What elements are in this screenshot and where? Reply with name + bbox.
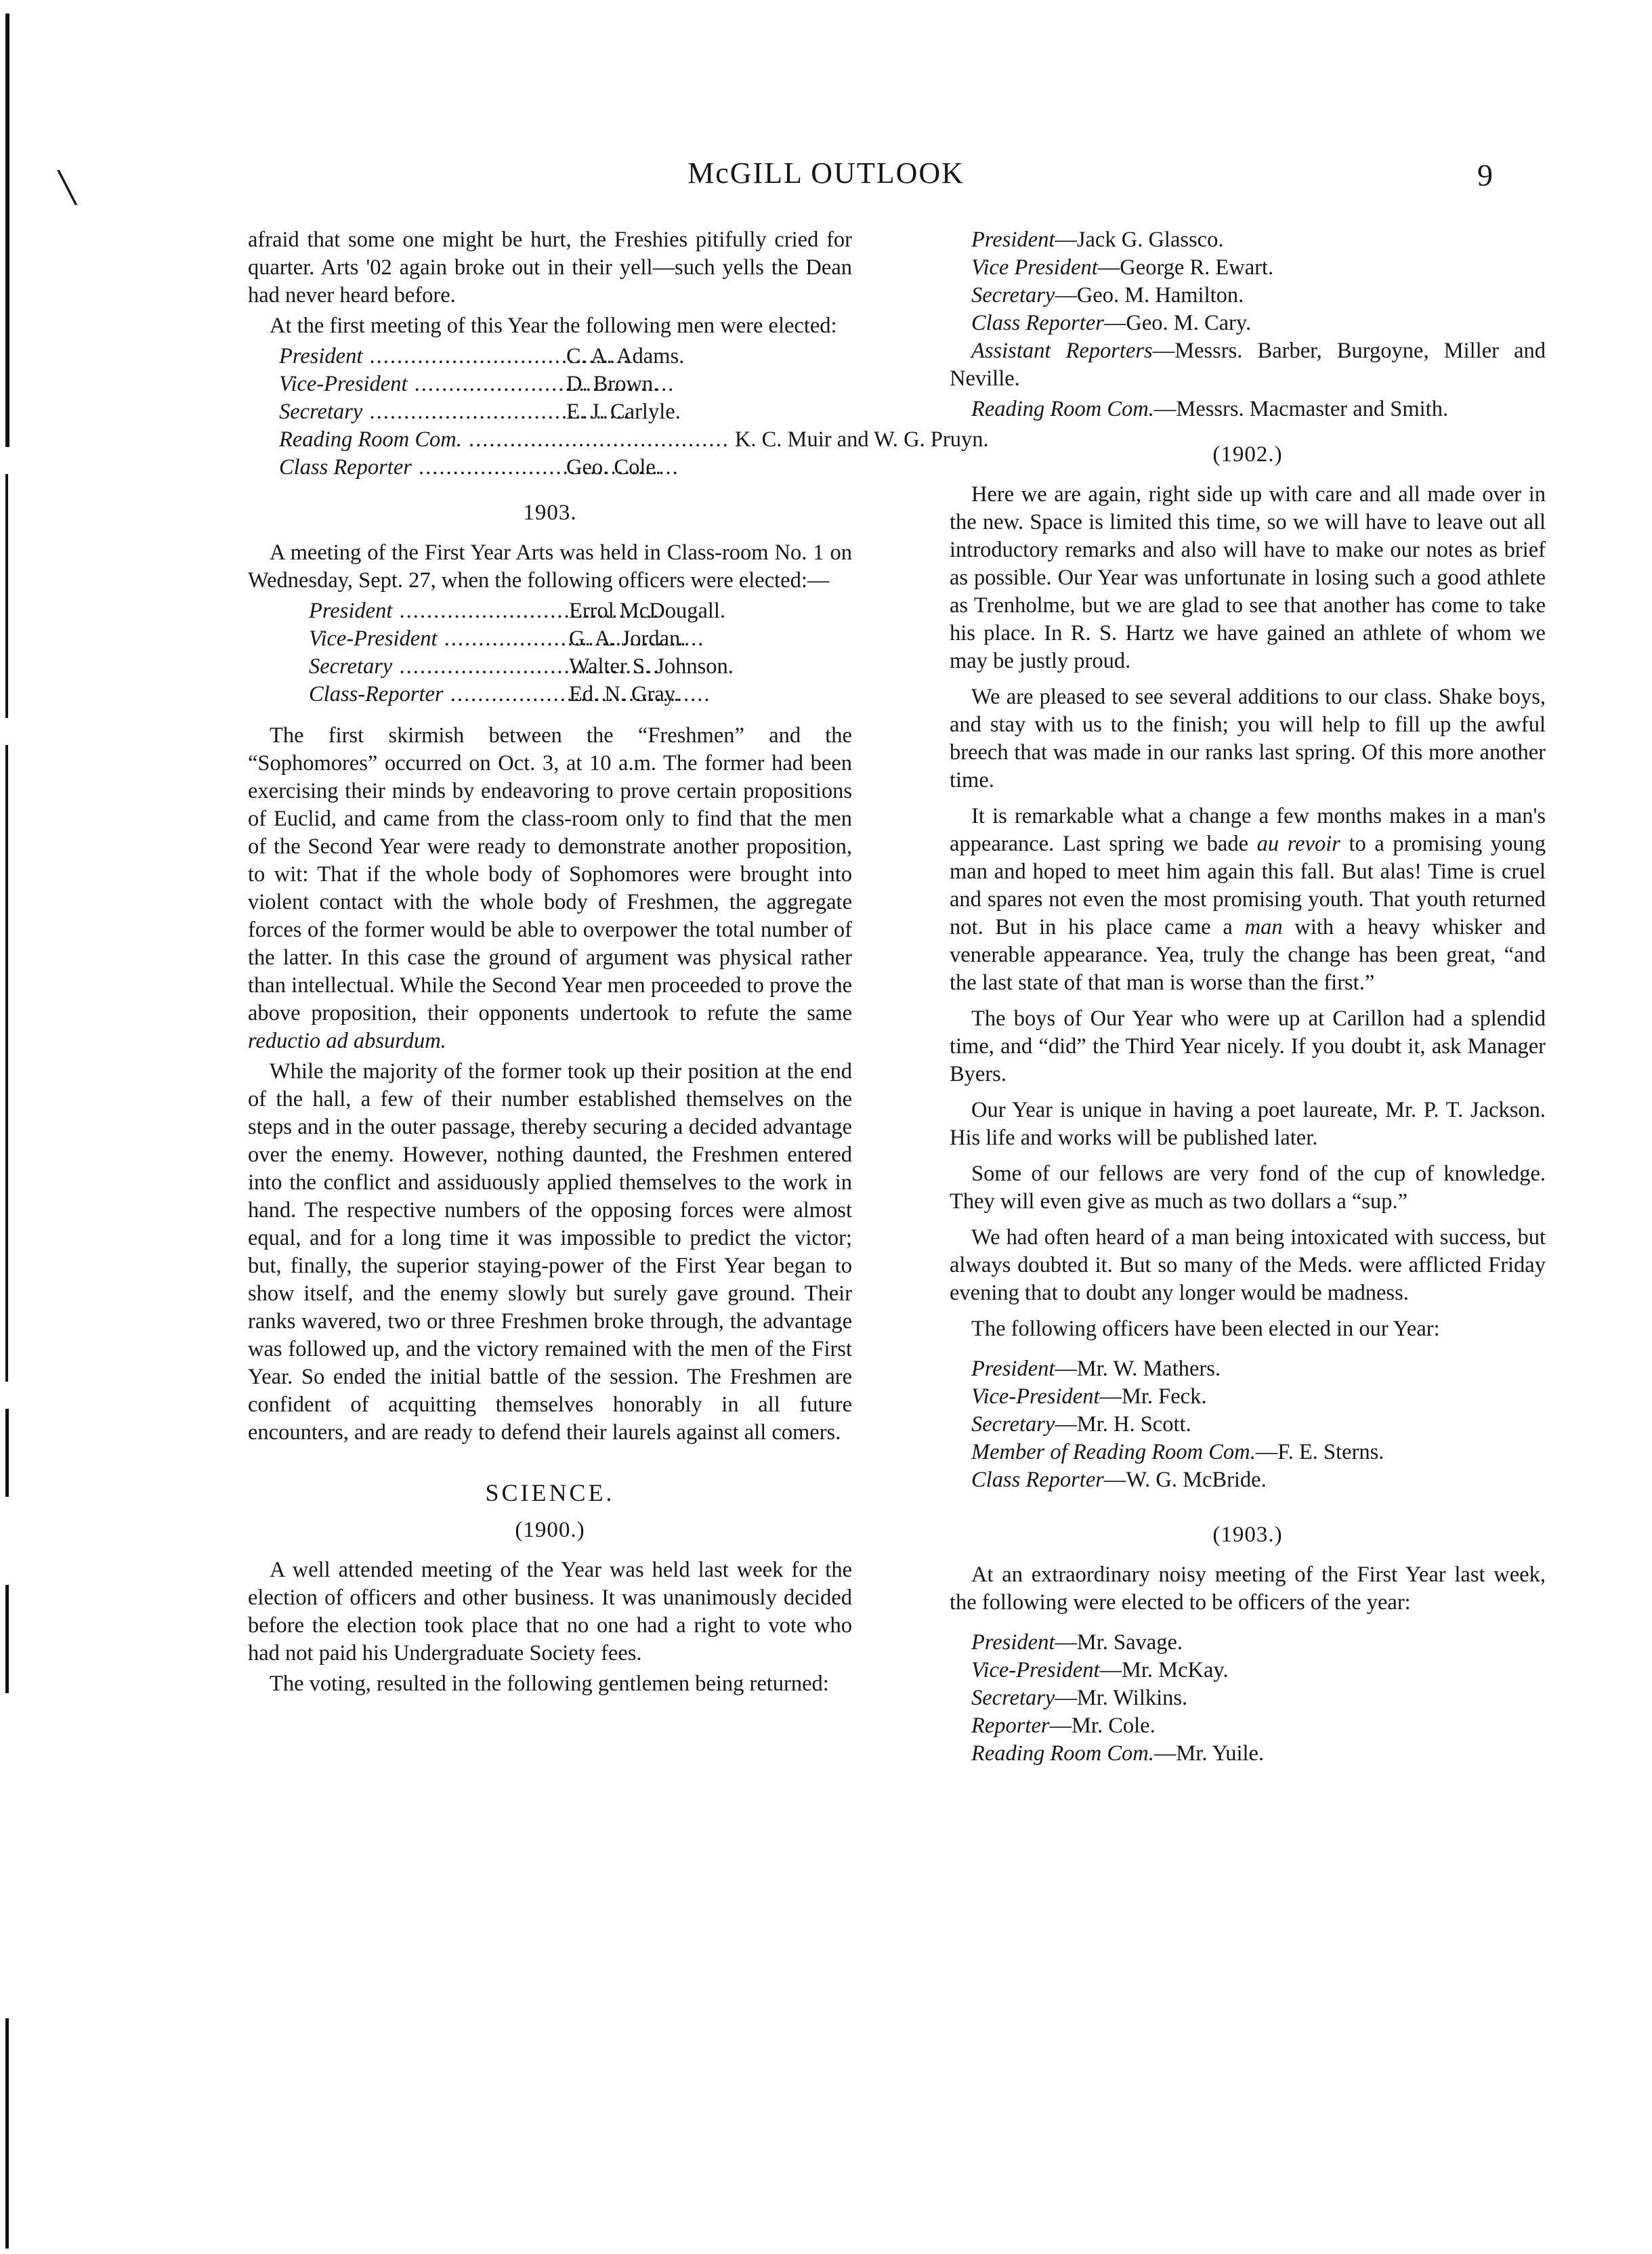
scan-edge-mark: [5, 1585, 9, 1693]
officer-entry: Vice-President — Mr. McKay.: [971, 1657, 1546, 1684]
officer-entry: Secretary — Mr. Wilkins.: [971, 1684, 1546, 1712]
officer-entry: President — Jack G. Glassco.: [971, 226, 1546, 254]
officer-list-science-1900: [971, 226, 1546, 337]
paragraph: A well attended meeting of the Year was held last week for the election of officers and other business. It was unanimously decided before the election took place that no one had a right to vote who had not paid his Undergraduate Society fees.: [248, 1558, 852, 1665]
year-heading: (1900.): [515, 1518, 585, 1542]
officer-entry: Secretary — Mr. H. Scott.: [971, 1411, 1546, 1439]
officer-list-science-1902: [971, 1355, 1546, 1494]
officer-entry-wrapped: Reading Room Com.—Messrs. Macmaster and Smith.: [971, 397, 1449, 421]
officer-entry: Secretary ..... Walter S. Johnson.: [309, 653, 852, 681]
left-column: [248, 226, 989, 1701]
paragraph: We are pleased to see several additions to our class. Shake boys, and stay with us to the finish; you will help to fill up the awful breech that was made in our ranks last spring. Of this more another time.: [950, 685, 1546, 792]
officer-entry: Vice-President — Mr. Feck.: [971, 1383, 1546, 1411]
year-heading: 1903.: [523, 501, 577, 525]
paragraph: The following officers have been elected in our Year:: [971, 1317, 1440, 1341]
page-number: 9: [1477, 158, 1493, 192]
officer-entry: Secretary ..... E. J. Carlyle.: [279, 398, 852, 426]
paragraph: Here we are again, right side up with care and all made over in the new. Space is limited this time, so we will have to leave out all introductory remarks and also will have to make our notes as brief as possible. Our Year was unfortunate in losing such a good athlete as Trenholme, but we are glad to see that another has come to take his place. In R. S. Hartz we have gained an athlete of whom we may be justly proud.: [950, 482, 1546, 673]
officer-entry: Member of Reading Room Com. — F. E. Sterns.: [971, 1439, 1546, 1466]
officer-list-arts-1903: [309, 597, 852, 708]
scan-edge-mark: [5, 745, 8, 1382]
officer-entry: President ..... C. A. Adams.: [279, 343, 852, 370]
officer-entry: Vice-President ..... G. A. Jordan.: [309, 625, 852, 653]
year-heading: (1903.): [1212, 1523, 1283, 1547]
paragraph: At the first meeting of this Year the following men were elected:: [270, 314, 837, 338]
officer-entry: Vice President — George R. Ewart.: [971, 254, 1546, 282]
officer-entry: Class Reporter — W. G. McBride.: [971, 1466, 1546, 1494]
officer-list-arts-1902: [279, 343, 989, 482]
officer-entry: President — Mr. Savage.: [971, 1629, 1546, 1657]
scan-edge-mark: [5, 1409, 9, 1497]
publication-title: McGILL OUTLOOK: [687, 156, 965, 190]
paragraph: The voting, resulted in the following gentlemen being returned:: [270, 1672, 829, 1696]
officer-entry: Reading Room Com. ..... K. C. Muir and W. G. Pruyn.: [279, 426, 852, 454]
paragraph: A meeting of the First Year Arts was held in Class-room No. 1 on Wednesday, Sept. 27, when the following officers were elected:—: [248, 540, 852, 593]
paragraph: We had often heard of a man being intoxicated with success, but always doubted it. But so many of the Meds. were afflicted Friday evening that to doubt any longer would be madness.: [950, 1225, 1546, 1305]
paragraph: The first skirmish between the “Freshmen” and the “Sophomores” occurred on Oct. 3, at 10 a.m. The former had been exercising their minds by endeavoring to prove certain propositions of Euclid, and came from the class-room only to find that the men of the Second Year were ready to demonstrate another proposition, to wit: That if the whole body of Sophomores were brought into violent contact with the whole body of Freshmen, the aggregate forces of the former would be able to overpower the total number of the latter. In this case the ground of argument was physical rather than intellectual. While the Second Year men proceeded to prove the above proposition, their opponents undertook to refute the same reductio ad absurdum.: [248, 723, 852, 1053]
officer-entry: Class Reporter — Geo. M. Cary.: [971, 310, 1546, 337]
paragraph: The boys of Our Year who were up at Carillon had a splendid time, and “did” the Third Year nicely. If you doubt it, ask Manager Byers.: [950, 1006, 1546, 1086]
officer-list-science-1903: [971, 1629, 1546, 1768]
paragraph: afraid that some one might be hurt, the Freshies pitifully cried for quarter. Arts '02 again broke out in their yell—such yells the Dean had never heard before.: [248, 228, 852, 307]
officer-entry: Class Reporter ..... Geo. Cole.: [279, 454, 852, 482]
scan-edge-mark: [5, 14, 9, 447]
officer-entry: Secretary — Geo. M. Hamilton.: [971, 282, 1546, 310]
officer-entry: Class-Reporter ..... Ed. N. Gray.: [309, 681, 852, 708]
officer-entry: President — Mr. W. Mathers.: [971, 1355, 1546, 1383]
paragraph: Our Year is unique in having a poet laureate, Mr. P. T. Jackson. His life and works will be published later.: [950, 1098, 1546, 1150]
right-column: [950, 226, 1546, 1768]
scan-edge-mark: [5, 2018, 9, 2249]
officer-entry-wrapped: Assistant Reporters—Messrs. Barber, Burgoyne, Miller and Neville.: [950, 339, 1546, 391]
scan-edge-mark: [5, 474, 8, 718]
officer-entry: Vice-President ..... D. Brown.: [279, 370, 852, 398]
officer-entry: President ..... Errol McDougall.: [309, 597, 852, 625]
paragraph: It is remarkable what a change a few months makes in a man's appearance. Last spring we bade au revoir to a promising young man and hoped to meet him again this fall. But alas! Time is cruel and spares not even the most promising youth. That youth returned not. But in his place came a man with a heavy whisker and venerable appearance. Yea, truly the change has been great, “and the last state of that man is worse than the first.”: [950, 804, 1546, 995]
page-header: [0, 150, 1652, 198]
scan-corner-mark: ╲: [58, 171, 77, 205]
paragraph: While the majority of the former took up their position at the end of the hall, a few of their number established themselves on the steps and in the outer passage, thereby securing a decided advantage over the enemy. However, nothing daunted, the Freshmen entered into the conflict and assiduously applied themselves to the work in hand. The respective numbers of the opposing forces were almost equal, and for a long time it was impossible to predict the victor; but, finally, the superior staying-power of the First Year began to show itself, and the enemy slowly but surely gave ground. Their ranks wavered, two or three Freshmen broke through, the advantage was followed up, and the victory remained with the men of the First Year. So ended the initial battle of the session. The Freshmen are confident of acquitting themselves honorably in all future encounters, and are ready to defend their laurels against all comers.: [248, 1059, 852, 1445]
year-heading: (1902.): [1212, 442, 1283, 467]
paragraph: At an extraordinary noisy meeting of the First Year last week, the following were elected to be officers of the year:: [950, 1562, 1546, 1615]
section-heading: SCIENCE.: [485, 1479, 615, 1506]
officer-entry: Reporter — Mr. Cole.: [971, 1712, 1546, 1740]
officer-entry: Reading Room Com. — Mr. Yuile.: [971, 1740, 1546, 1768]
paragraph: Some of our fellows are very fond of the cup of knowledge. They will even give as much as two dollars a “sup.”: [950, 1162, 1546, 1214]
